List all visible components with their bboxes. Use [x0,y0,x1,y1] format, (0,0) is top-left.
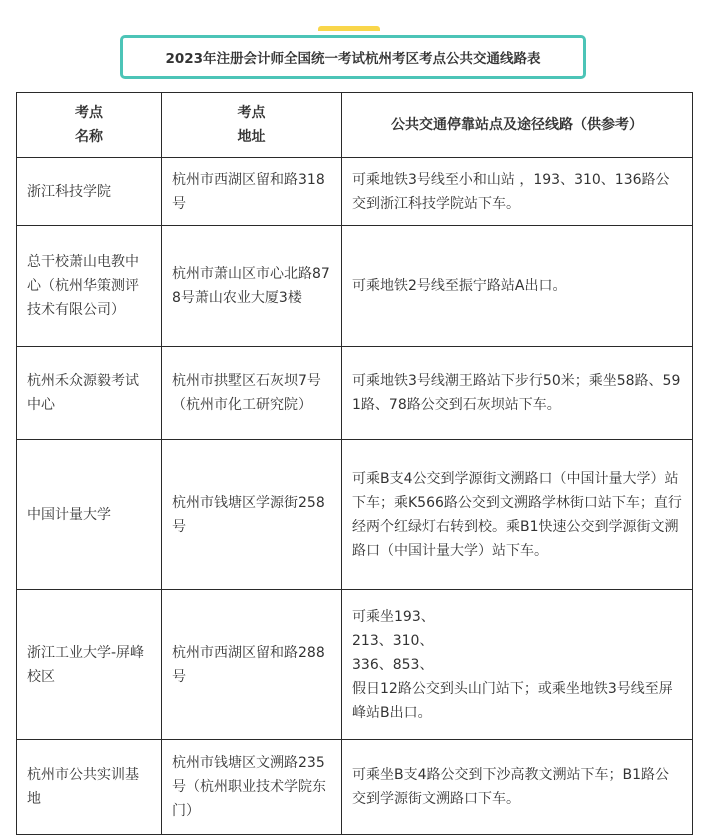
table-row [17,440,693,590]
site-name: 杭州禾众源毅考试中心 [17,347,162,440]
site-route: 可乘地铁3号线潮王路站下步行50米；乘坐58路、591路、78路公交到石灰坝站下车。 [342,347,693,440]
header-site-name: 考点 名称 [17,93,162,158]
site-address: 杭州市西湖区留和路288号 [162,590,342,740]
table-header-row [17,93,693,158]
site-name: 浙江科技学院 [17,158,162,226]
site-route: 可乘坐B支4路公交到下沙高教文溯站下车；B1路公交到学源街文溯路口下车。 [342,740,693,835]
site-address: 杭州市钱塘区文溯路235号（杭州职业技术学院东门） [162,740,342,835]
site-address: 杭州市钱塘区学源街258号 [162,440,342,590]
site-address: 杭州市拱墅区石灰坝7号（杭州市化工研究院） [162,347,342,440]
header-site-address: 考点 地址 [162,93,342,158]
table-row [17,590,693,740]
site-name: 中国计量大学 [17,440,162,590]
title-accent-bar [318,26,380,34]
title-banner [120,35,586,79]
header-transit-routes: 公共交通停靠站点及途径线路（供参考） [342,93,693,158]
table-row [17,740,693,835]
table-row [17,347,693,440]
site-route: 可乘B支4公交到学源街文溯路口（中国计量大学）站下车；乘K566路公交到文溯路学林街口站下车；直行经两个红绿灯右转到校。乘B1快速公交到学源街文溯路口（中国计量大学）站下车。 [342,440,693,590]
site-name: 杭州市公共实训基地 [17,740,162,835]
site-route: 可乘坐193、 213、310、 336、853、 假日12路公交到头山门站下；或乘坐地铁3号线至屏峰站B出口。 [342,590,693,740]
site-address: 杭州市萧山区市心北路878号萧山农业大厦3楼 [162,226,342,347]
site-name: 总干校萧山电教中心（杭州华策测评技术有限公司） [17,226,162,347]
site-address: 杭州市西湖区留和路318号 [162,158,342,226]
site-name: 浙江工业大学-屏峰校区 [17,590,162,740]
page-title: 2023年注册会计师全国统一考试杭州考区考点公共交通线路表 [120,35,586,79]
table-row [17,158,693,226]
site-route: 可乘地铁2号线至振宁路站A出口。 [342,226,693,347]
site-route: 可乘地铁3号线至小和山站 ，193、310、136路公交到浙江科技学院站下车。 [342,158,693,226]
table-row [17,226,693,347]
exam-site-table [16,92,693,835]
